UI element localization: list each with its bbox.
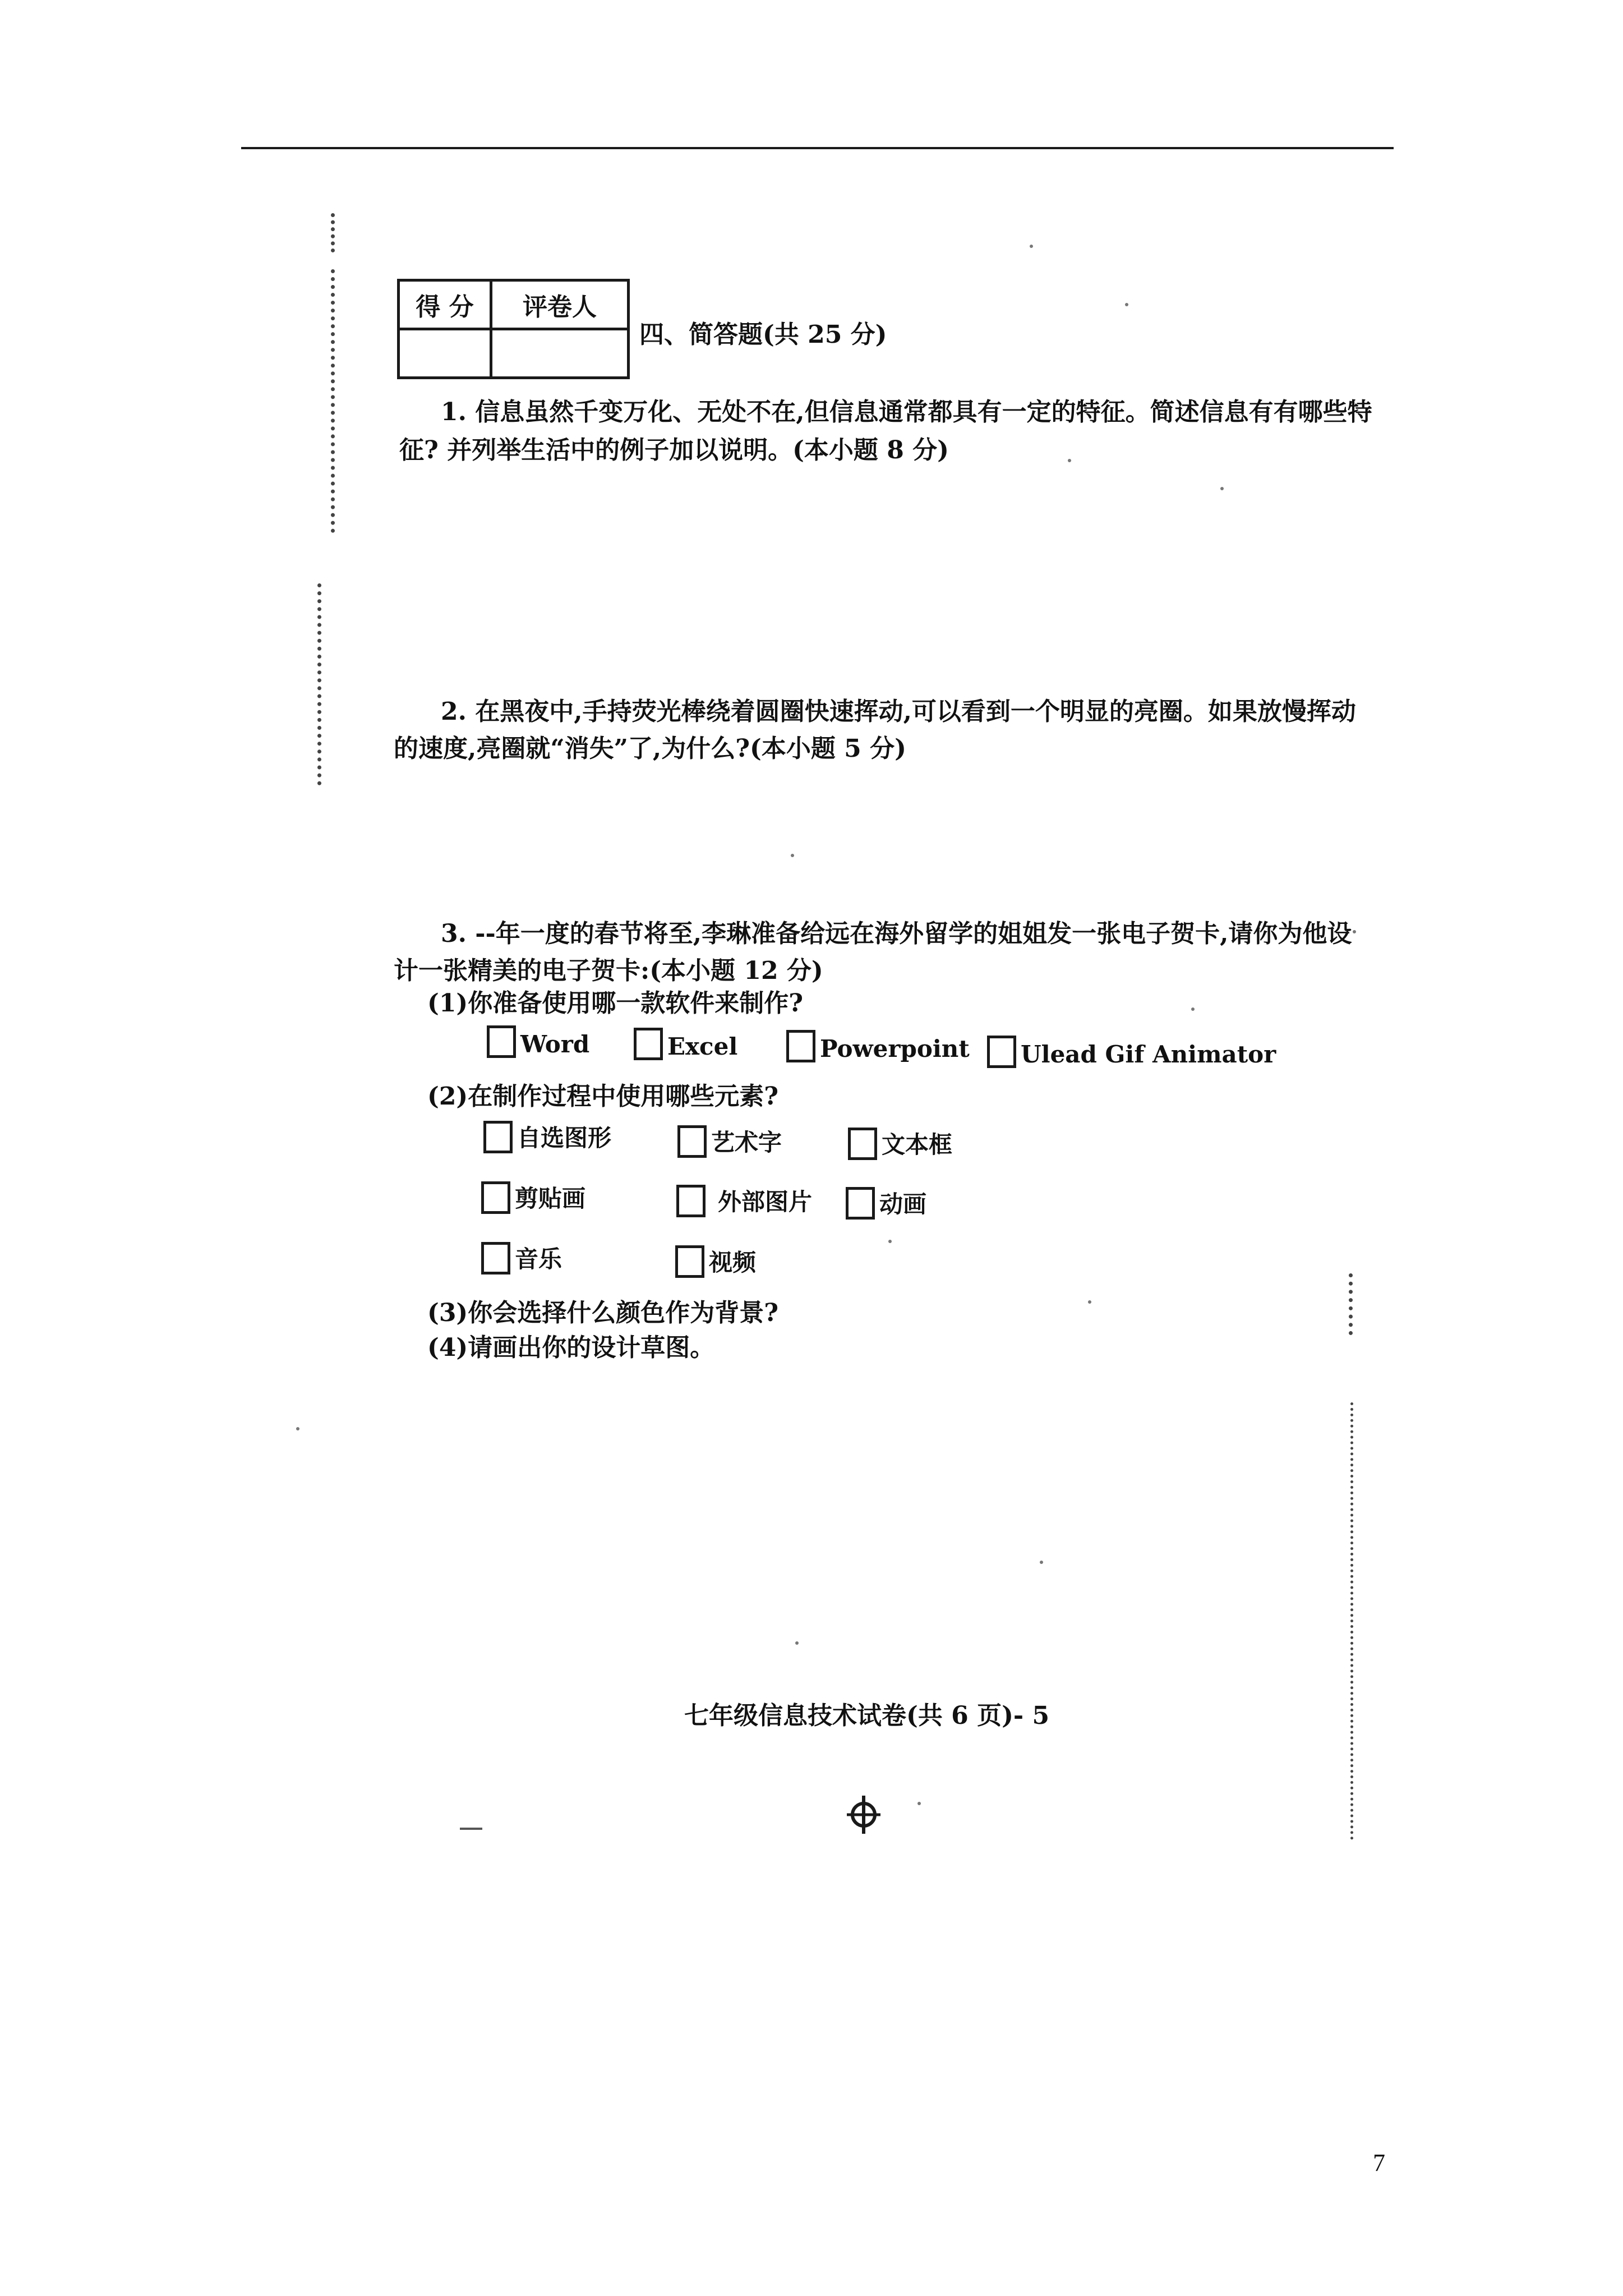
scan-speck bbox=[1125, 303, 1128, 306]
checkbox[interactable] bbox=[987, 1036, 1016, 1068]
element-option-clipart[interactable]: 剪贴画 bbox=[481, 1180, 585, 1214]
binding-margin-line bbox=[1350, 1402, 1358, 1840]
checkbox[interactable] bbox=[848, 1128, 877, 1160]
scan-speck bbox=[791, 854, 794, 857]
question-1-line-1: 1. 信息虽然千变万化、无处不在,但信息通常都具有一定的特征。简述信息有有哪些特 bbox=[441, 398, 1372, 426]
checkbox[interactable] bbox=[675, 1245, 704, 1278]
checkbox[interactable] bbox=[481, 1242, 510, 1274]
binding-margin-line bbox=[331, 213, 339, 252]
element-option-wordart[interactable]: 艺术字 bbox=[677, 1124, 782, 1158]
scan-speck bbox=[1088, 1300, 1091, 1304]
score-table bbox=[397, 279, 630, 379]
question-2-line-2: 的速度,亮圈就“消失”了,为什么?(本小题 5 分) bbox=[394, 734, 906, 763]
question-1-line-2: 征? 并列举生活中的例子加以说明。(本小题 8 分) bbox=[399, 436, 949, 464]
question-3-sub-2: (2)在制作过程中使用哪些元素? bbox=[427, 1082, 779, 1111]
scan-speck bbox=[1030, 245, 1033, 248]
software-option-excel[interactable]: Excel bbox=[634, 1028, 737, 1060]
element-option-external-image[interactable]: 外部图片 bbox=[676, 1184, 812, 1217]
checkbox[interactable] bbox=[676, 1185, 706, 1217]
checkbox[interactable] bbox=[786, 1030, 815, 1062]
question-3-sub-4: (4)请画出你的设计草图。 bbox=[427, 1333, 715, 1362]
scan-speck bbox=[1353, 930, 1356, 933]
grader-label: 评卷人 bbox=[491, 280, 629, 329]
element-option-video[interactable]: 视频 bbox=[675, 1244, 756, 1278]
scan-speck bbox=[1040, 1561, 1043, 1564]
scan-speck bbox=[1191, 1007, 1195, 1011]
checkbox[interactable] bbox=[634, 1028, 663, 1060]
checkbox[interactable] bbox=[481, 1181, 510, 1214]
checkbox[interactable] bbox=[487, 1025, 516, 1058]
scan-speck bbox=[888, 1240, 892, 1243]
scan-speck bbox=[917, 1802, 921, 1805]
grader-cell[interactable] bbox=[491, 329, 629, 378]
checkbox[interactable] bbox=[483, 1121, 513, 1153]
question-3-line-1: 3. --年一度的春节将至,李琳准备给远在海外留学的姐姐发一张电子贺卡,请你为他设 bbox=[441, 919, 1352, 948]
question-3-sub-1: (1)你准备使用哪一款软件来制作? bbox=[427, 989, 804, 1018]
scan-speck bbox=[1220, 487, 1224, 490]
software-option-ulead-gif-animator[interactable]: Ulead Gif Animator bbox=[987, 1036, 1276, 1068]
element-option-autoshape[interactable]: 自选图形 bbox=[483, 1120, 611, 1153]
score-cell[interactable] bbox=[399, 329, 491, 378]
scan-speck bbox=[296, 1427, 299, 1430]
element-option-music[interactable]: 音乐 bbox=[481, 1241, 562, 1274]
top-rule bbox=[241, 147, 1394, 149]
checkbox[interactable] bbox=[677, 1125, 707, 1158]
scan-mark bbox=[460, 1828, 482, 1830]
software-option-powerpoint[interactable]: Powerpoint bbox=[786, 1030, 970, 1062]
registration-mark-icon bbox=[841, 1792, 886, 1837]
binding-margin-line bbox=[317, 583, 326, 785]
element-option-animation[interactable]: 动画 bbox=[846, 1186, 926, 1220]
binding-margin-line bbox=[1349, 1273, 1357, 1335]
scan-speck bbox=[795, 1641, 799, 1645]
binding-margin-line bbox=[331, 269, 339, 533]
question-3-line-2: 计一张精美的电子贺卡:(本小题 12 分) bbox=[394, 956, 823, 985]
question-3-sub-3: (3)你会选择什么颜色作为背景? bbox=[427, 1299, 779, 1327]
software-option-word[interactable]: Word bbox=[487, 1025, 589, 1058]
score-label: 得 分 bbox=[399, 280, 491, 329]
scan-speck bbox=[1068, 459, 1071, 462]
page-number: 7 bbox=[1373, 2149, 1385, 2177]
section-title: 四、简答题(共 25 分) bbox=[639, 320, 887, 349]
element-option-textbox[interactable]: 文本框 bbox=[848, 1126, 952, 1160]
question-2-line-1: 2. 在黑夜中,手持荧光棒绕着圆圈快速挥动,可以看到一个明显的亮圈。如果放慢挥动 bbox=[441, 697, 1356, 726]
page-footer: 七年级信息技术试卷(共 6 页)- 5 bbox=[684, 1701, 1050, 1730]
checkbox[interactable] bbox=[846, 1187, 875, 1220]
